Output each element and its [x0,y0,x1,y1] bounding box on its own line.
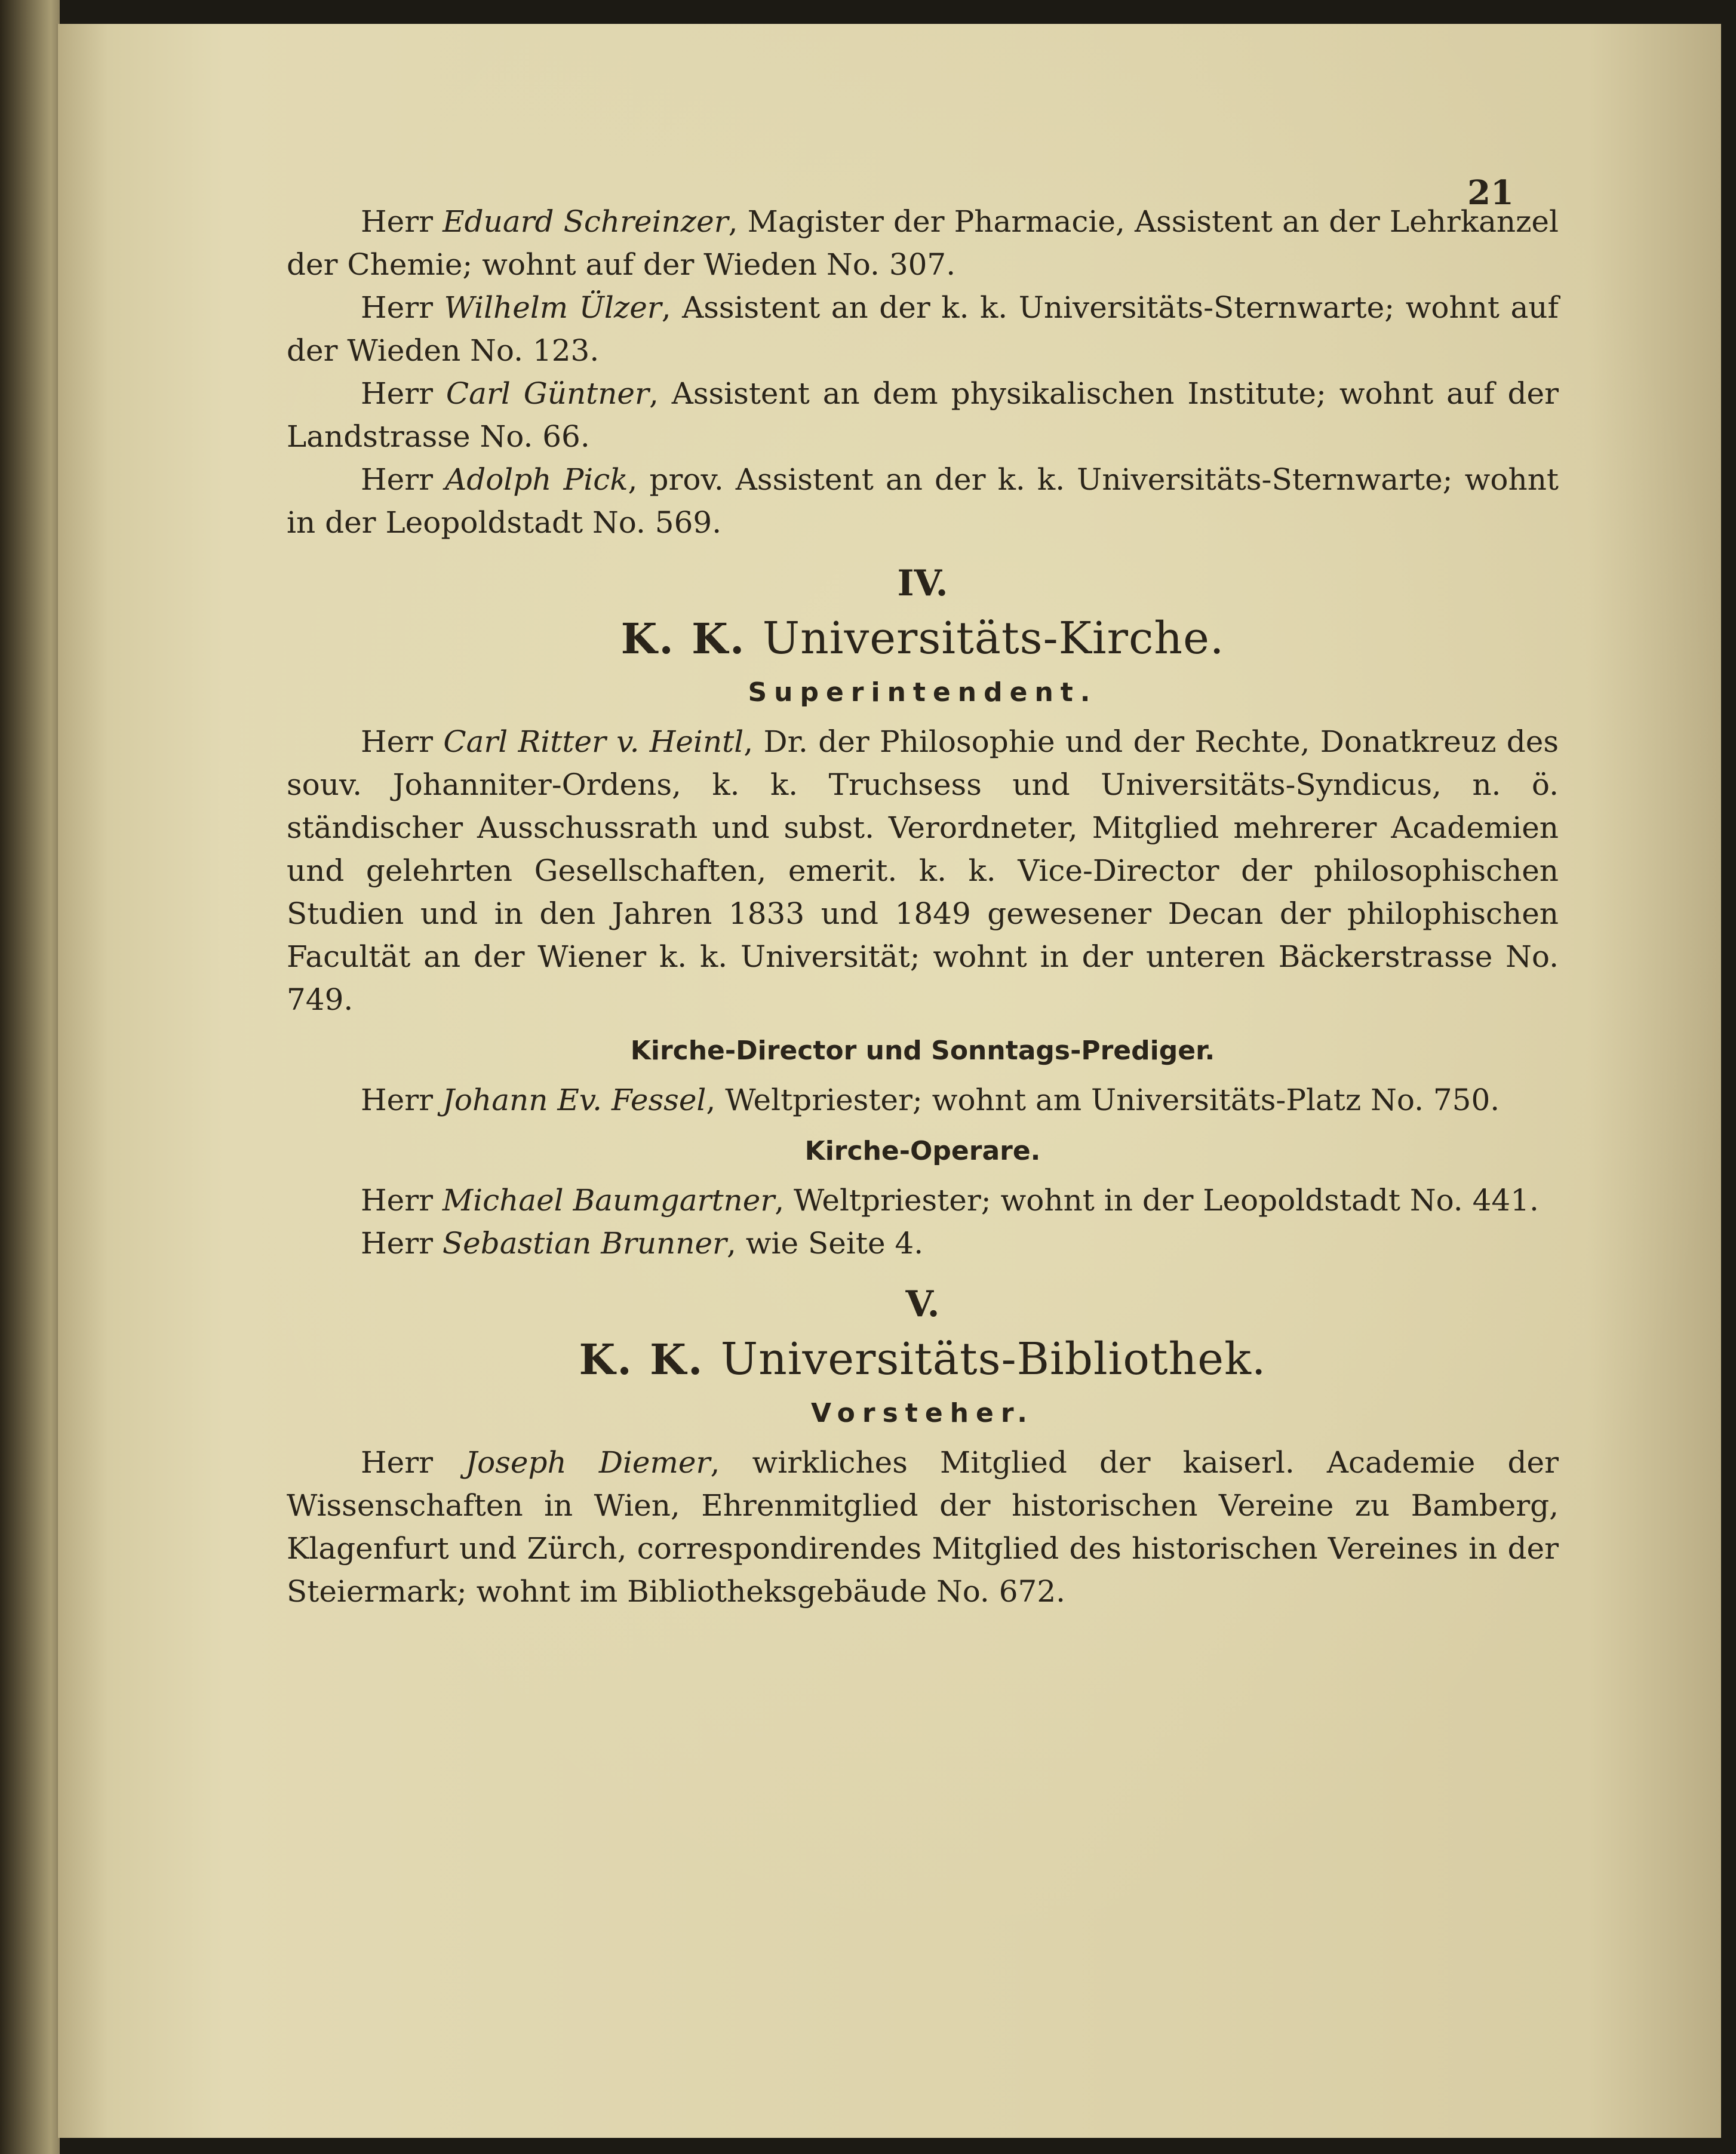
person-name: Wilhelm Ülzer [444,290,662,325]
entry-prefix: Herr [361,204,443,239]
entry-text: , wirkliches Mitglied der kaiserl. Academie der Wissenschaften in Wien, Ehrenmitglied der historischen Vereine zu Bamberg, Klagenfurt und Zürch, correspondirendes Mitglied des historischen Vereines in der Steiermark; wohnt im Bibliotheksgebäude No. 672. [287,1445,1559,1609]
subheading-operare: Kirche-Operare. [804,1136,1041,1166]
page-number: 21 [1467,173,1514,213]
entry-text: , Dr. der Philosophie und der Rechte, Donatkreuz des souv. Johanniter-Ordens, k. k. Truchsess und Universitäts-Syndicus, n. ö. ständischer Ausschussrath und subst. Verordneter, Mitglied mehrerer Academien und gelehrten Gesellschaften, emerit. k. k. Vice-Director der philosophischen Studien und in den Jahren 1833 und 1849 gewesener Decan der philophischen Facultät an der Wiener k. k. Universität; wohnt in der unteren Bäckerstrasse No. 749. [287,724,1559,1017]
entry [287,458,1559,544]
section-title-main: Universitäts-Kirche. [762,613,1225,664]
entry-prefix: Herr [361,290,444,325]
entry-prefix: Herr [361,462,445,497]
subheading-superintendent: Superintendent. [748,677,1098,708]
entry-text: , Assistent an der k. k. Universitäts-Sternwarte; wohnt auf der Wieden No. 123. [287,290,1559,368]
entry-prefix: Herr [361,376,446,411]
person-name: Adolph Pick [445,462,628,497]
page-text [287,173,1559,1613]
entry [287,1222,1559,1265]
book-binding-edge [0,0,60,2154]
entry-text: , Weltpriester; wohnt am Universitäts-Platz No. 750. [706,1083,1500,1117]
section-title [287,1333,1559,1385]
entry-text: , prov. Assistent an der k. k. Universitäts-Sternwarte; wohnt in der Leopoldstadt No. 569. [287,462,1559,540]
entry-prefix: Herr [361,1183,443,1218]
entry-prefix: Herr [361,1083,443,1117]
entry [287,372,1559,458]
person-name: Carl Güntner [445,376,649,411]
person-name: Sebastian Brunner [442,1226,727,1261]
entry-text: , Assistent an dem physikalischen Institute; wohnt auf der Landstrasse No. 66. [287,376,1559,454]
entry-prefix: Herr [361,724,444,759]
entry [287,1179,1559,1222]
section-title-prefix: K. K. [620,614,763,663]
section-number: IV. [897,563,948,604]
subheading-director: Kirche-Director und Sonntags-Prediger. [630,1035,1215,1066]
person-name: Eduard Schreinzer [443,204,729,239]
section-number: V. [905,1283,940,1325]
subheading-vorsteher: Vorsteher. [811,1398,1034,1428]
person-name: Michael Baumgartner [442,1183,775,1218]
section-title-prefix: K. K. [579,1335,721,1384]
section-title-main: Universitäts-Bibliothek. [720,1333,1267,1385]
person-name: Carl Ritter v. Heintl [443,724,744,759]
person-name: Johann Ev. Fessel [442,1083,706,1117]
section-title [287,613,1559,664]
entry [287,720,1559,1021]
entry-prefix: Herr [361,1226,443,1261]
entry-prefix: Herr [361,1445,466,1480]
entry [287,1078,1559,1121]
entry [287,1441,1559,1613]
entry [287,286,1559,372]
entry-text: , Magister der Pharmacie, Assistent an der Lehrkanzel der Chemie; wohnt auf der Wieden No. 307. [287,204,1559,282]
person-name: Joseph Diemer [465,1445,711,1480]
entry [287,200,1559,286]
section-assistants [287,200,1559,544]
entry-text: , wie Seite 4. [726,1226,924,1261]
entry-text: , Weltpriester; wohnt in der Leopoldstadt No. 441. [775,1183,1539,1218]
